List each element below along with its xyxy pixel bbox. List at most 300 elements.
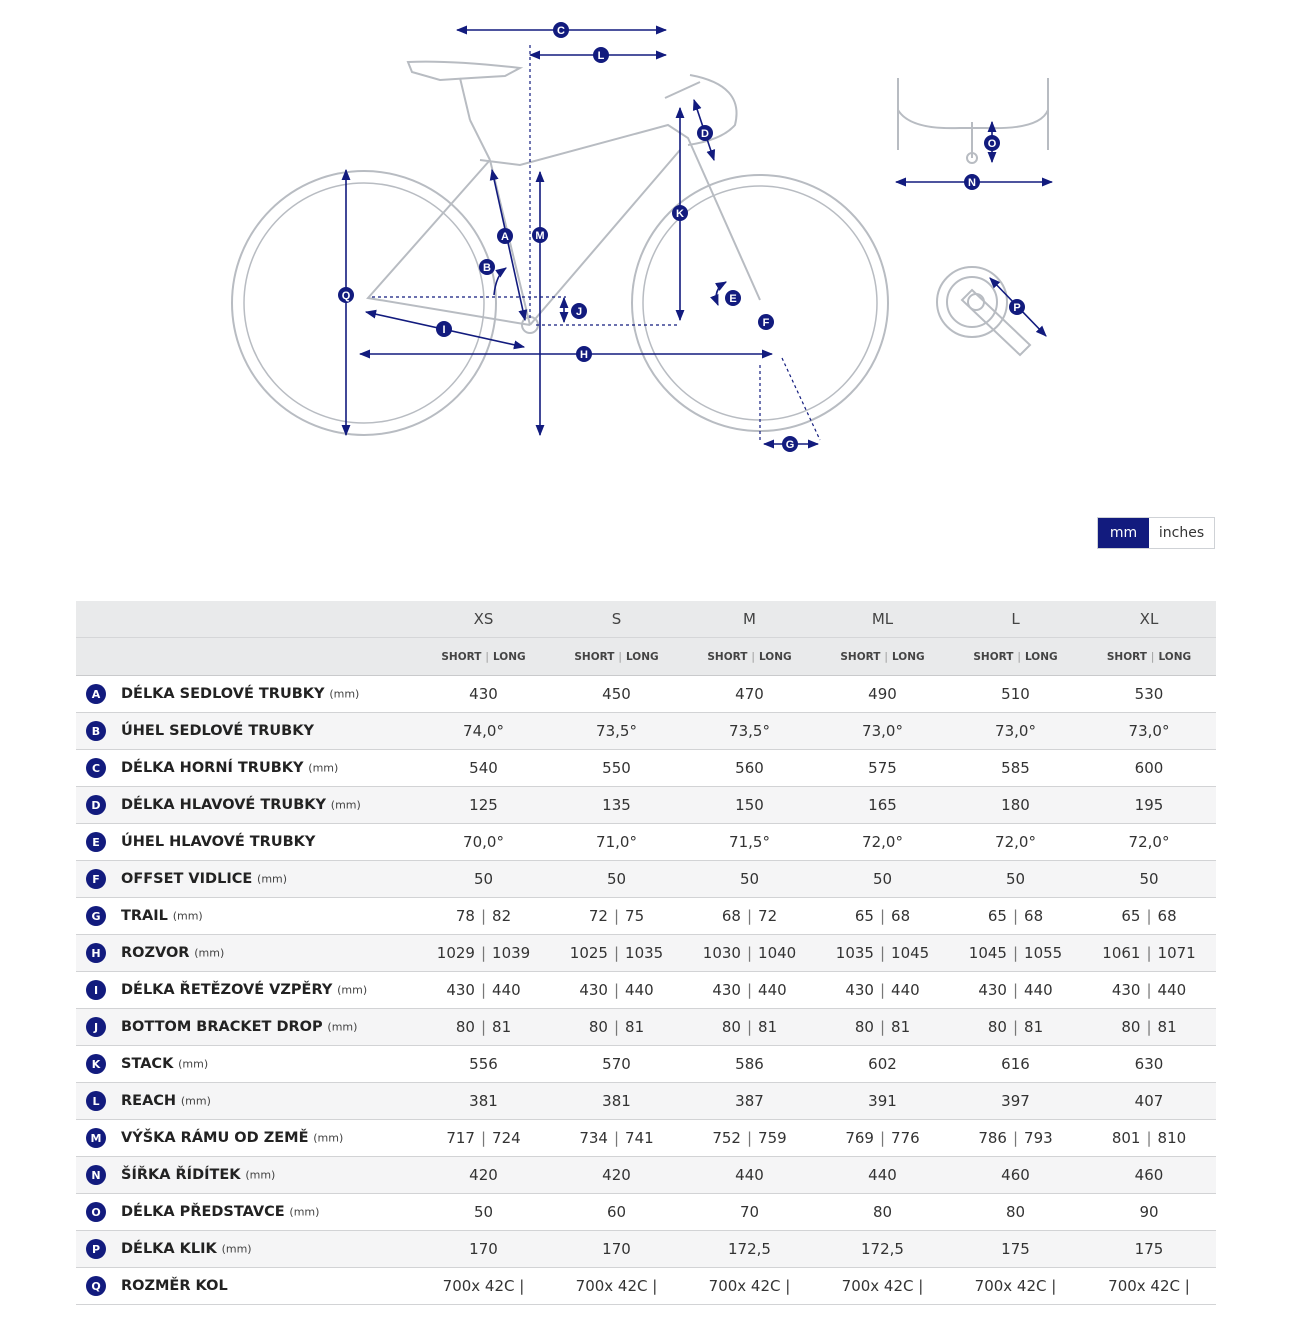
value-long: 440	[1157, 981, 1187, 999]
value-short: 1061	[1102, 944, 1141, 962]
value-cell: 700x 42C |	[949, 1268, 1082, 1305]
row-name: DÉLKA HLAVOVÉ TRUBKY	[121, 797, 326, 813]
value-separator: |	[1146, 944, 1152, 962]
row-key-badge: P	[86, 1239, 106, 1259]
value-cell: 420	[417, 1157, 550, 1194]
value-cell: 460	[949, 1157, 1082, 1194]
value-cell	[683, 898, 816, 935]
value-short: 80	[854, 1018, 874, 1036]
value-cell: 80	[816, 1194, 949, 1231]
value-cell: 195	[1082, 787, 1216, 824]
value-separator: |	[1012, 1129, 1019, 1147]
value-cell	[550, 1009, 683, 1046]
value-cell: 407	[1082, 1083, 1216, 1120]
value-long: 759	[758, 1129, 787, 1147]
value-cell	[683, 1120, 816, 1157]
value-long: 81	[758, 1018, 778, 1036]
variant-long: LONG	[625, 650, 659, 663]
value-separator: |	[746, 1018, 753, 1036]
value-separator: |	[879, 944, 886, 962]
value-long: 1040	[758, 944, 797, 962]
row-unit: (mm)	[172, 909, 203, 923]
table-row	[76, 713, 1216, 750]
value-cell	[417, 1120, 550, 1157]
svg-text:J: J	[575, 306, 583, 318]
value-cell: 570	[550, 1046, 683, 1083]
value-cell	[417, 935, 550, 972]
value-short: 752	[712, 1129, 741, 1147]
value-short: 1029	[436, 944, 475, 962]
row-unit: (mm)	[221, 1242, 252, 1256]
value-cell: 700x 42C |	[816, 1268, 949, 1305]
row-key-badge: Q	[86, 1276, 106, 1296]
bike-outline	[232, 62, 1048, 435]
svg-text:M: M	[535, 230, 545, 242]
value-cell: 135	[550, 787, 683, 824]
value-cell: 70	[683, 1194, 816, 1231]
value-cell: 490	[816, 676, 949, 713]
value-cell: 586	[683, 1046, 816, 1083]
value-cell: 700x 42C |	[683, 1268, 816, 1305]
svg-text:P: P	[1013, 302, 1021, 314]
row-label	[76, 824, 417, 861]
row-name: OFFSET VIDLICE	[121, 871, 253, 887]
value-cell: 72,0°	[949, 824, 1082, 861]
value-short: 78	[455, 907, 475, 925]
table-row	[76, 972, 1216, 1009]
value-long: 440	[758, 981, 787, 999]
svg-text:L: L	[597, 50, 605, 62]
value-cell: 585	[949, 750, 1082, 787]
value-cell: 72,0°	[1082, 824, 1216, 861]
value-long: 81	[625, 1018, 645, 1036]
value-cell: 556	[417, 1046, 550, 1083]
row-key-badge: F	[86, 869, 106, 889]
row-label	[76, 787, 417, 824]
value-cell	[683, 1009, 816, 1046]
table-row	[76, 1083, 1216, 1120]
value-cell: 575	[816, 750, 949, 787]
table-row	[76, 1231, 1216, 1268]
value-cell: 381	[417, 1083, 550, 1120]
value-cell: 616	[949, 1046, 1082, 1083]
value-cell: 602	[816, 1046, 949, 1083]
value-cell	[949, 1009, 1082, 1046]
row-key-badge: J	[86, 1017, 106, 1037]
value-cell	[683, 935, 816, 972]
value-cell: 550	[550, 750, 683, 787]
value-separator: |	[613, 907, 620, 925]
value-cell: 172,5	[683, 1231, 816, 1268]
value-cell	[550, 1120, 683, 1157]
value-cell: 172,5	[816, 1231, 949, 1268]
row-label	[76, 750, 417, 787]
svg-text:B: B	[483, 262, 491, 274]
row-label	[76, 1120, 417, 1157]
bike-geometry-diagram	[0, 0, 1289, 500]
variant-separator: |	[485, 650, 489, 663]
value-cell: 72,0°	[816, 824, 949, 861]
value-long: 81	[492, 1018, 512, 1036]
value-cell	[550, 935, 683, 972]
value-cell: 180	[949, 787, 1082, 824]
size-header: XS	[417, 601, 550, 638]
unit-mm-button[interactable]: mm	[1098, 518, 1149, 548]
value-short: 80	[1121, 1018, 1141, 1036]
row-name: BOTTOM BRACKET DROP	[121, 1019, 323, 1035]
row-unit: (mm)	[194, 946, 225, 960]
row-label	[76, 1083, 417, 1120]
size-header: L	[949, 601, 1082, 638]
value-separator: |	[879, 1129, 886, 1147]
row-unit: (mm)	[329, 687, 360, 701]
value-cell: 50	[816, 861, 949, 898]
row-key-badge: I	[86, 980, 106, 1000]
value-long: 68	[1024, 907, 1044, 925]
value-cell: 700x 42C |	[550, 1268, 683, 1305]
value-cell	[949, 972, 1082, 1009]
value-long: 1045	[891, 944, 930, 962]
row-label	[76, 676, 417, 713]
value-cell: 381	[550, 1083, 683, 1120]
value-short: 430	[978, 981, 1007, 999]
value-cell: 540	[417, 750, 550, 787]
row-unit: (mm)	[308, 761, 339, 775]
value-separator: |	[746, 981, 753, 999]
svg-text:C: C	[557, 25, 565, 37]
value-short: 1035	[835, 944, 874, 962]
value-cell: 530	[1082, 676, 1216, 713]
value-long: 741	[625, 1129, 654, 1147]
value-long: 440	[891, 981, 920, 999]
value-long: 82	[492, 907, 512, 925]
value-cell	[816, 898, 949, 935]
variant-long: LONG	[492, 650, 526, 663]
value-long: 793	[1024, 1129, 1053, 1147]
value-cell: 170	[417, 1231, 550, 1268]
variant-header	[417, 638, 550, 676]
unit-toggle	[1097, 517, 1215, 549]
value-separator: |	[879, 907, 886, 925]
svg-text:F: F	[762, 317, 770, 329]
value-separator: |	[1012, 1018, 1019, 1036]
value-short: 1045	[968, 944, 1007, 962]
value-short: 1025	[569, 944, 608, 962]
value-short: 80	[455, 1018, 475, 1036]
value-short: 80	[721, 1018, 741, 1036]
value-cell	[550, 898, 683, 935]
row-name: ÚHEL HLAVOVÉ TRUBKY	[121, 834, 316, 850]
value-cell: 560	[683, 750, 816, 787]
value-cell: 397	[949, 1083, 1082, 1120]
value-cell: 420	[550, 1157, 683, 1194]
svg-text:D: D	[701, 128, 709, 140]
value-long: 68	[1157, 907, 1177, 925]
row-name: ROZMĚR KOL	[121, 1278, 228, 1294]
value-short: 769	[845, 1129, 874, 1147]
value-cell	[1082, 972, 1216, 1009]
row-key-badge: E	[86, 832, 106, 852]
value-long: 724	[492, 1129, 521, 1147]
value-cell	[683, 972, 816, 1009]
value-cell: 460	[1082, 1157, 1216, 1194]
table-row	[76, 676, 1216, 713]
value-separator: |	[480, 1018, 487, 1036]
value-cell	[816, 935, 949, 972]
row-name: REACH	[121, 1093, 177, 1109]
value-cell: 125	[417, 787, 550, 824]
row-key-badge: L	[86, 1091, 106, 1111]
value-short: 1030	[702, 944, 741, 962]
value-cell: 73,5°	[683, 713, 816, 750]
value-cell: 700x 42C |	[1082, 1268, 1216, 1305]
svg-text:A: A	[501, 231, 509, 243]
row-key-badge: A	[86, 684, 106, 704]
value-cell	[949, 1120, 1082, 1157]
row-name: DÉLKA PŘEDSTAVCE	[121, 1204, 285, 1220]
value-cell: 165	[816, 787, 949, 824]
svg-text:O: O	[987, 138, 997, 150]
value-long: 440	[625, 981, 654, 999]
value-cell	[1082, 1120, 1216, 1157]
value-cell: 50	[683, 861, 816, 898]
value-separator: |	[480, 1129, 487, 1147]
value-short: 801	[1111, 1129, 1141, 1147]
svg-text:N: N	[968, 177, 976, 189]
variant-separator: |	[884, 650, 888, 663]
table-row	[76, 1194, 1216, 1231]
value-long: 81	[1157, 1018, 1177, 1036]
row-key-badge: B	[86, 721, 106, 741]
value-cell: 600	[1082, 750, 1216, 787]
value-cell: 630	[1082, 1046, 1216, 1083]
row-label	[76, 898, 417, 935]
value-cell: 73,0°	[1082, 713, 1216, 750]
row-label	[76, 713, 417, 750]
row-name: DÉLKA SEDLOVÉ TRUBKY	[121, 686, 325, 702]
value-cell: 50	[1082, 861, 1216, 898]
value-cell	[417, 1009, 550, 1046]
size-header: M	[683, 601, 816, 638]
row-label	[76, 861, 417, 898]
variant-separator: |	[1150, 650, 1155, 663]
value-cell: 175	[1082, 1231, 1216, 1268]
row-name: VÝŠKA RÁMU OD ZEMĚ	[121, 1130, 309, 1146]
value-cell: 90	[1082, 1194, 1216, 1231]
row-label	[76, 1009, 417, 1046]
value-separator: |	[613, 944, 620, 962]
size-header: XL	[1082, 601, 1216, 638]
table-row	[76, 824, 1216, 861]
value-cell: 74,0°	[417, 713, 550, 750]
value-short: 68	[721, 907, 741, 925]
value-cell: 387	[683, 1083, 816, 1120]
row-key-badge: N	[86, 1165, 106, 1185]
row-label	[76, 935, 417, 972]
value-long: 75	[625, 907, 645, 925]
variant-long: LONG	[891, 650, 925, 663]
value-short: 80	[588, 1018, 608, 1036]
row-label	[76, 1231, 417, 1268]
value-separator: |	[1146, 907, 1152, 925]
variant-long: LONG	[1158, 650, 1192, 663]
value-separator: |	[613, 1018, 620, 1036]
value-short: 430	[446, 981, 475, 999]
value-long: 810	[1157, 1129, 1187, 1147]
value-separator: |	[1012, 981, 1019, 999]
value-cell	[417, 972, 550, 1009]
value-separator: |	[480, 944, 487, 962]
value-cell: 73,5°	[550, 713, 683, 750]
row-name: TRAIL	[121, 908, 168, 924]
row-label	[76, 1046, 417, 1083]
value-cell: 150	[683, 787, 816, 824]
variant-header	[949, 638, 1082, 676]
value-cell: 700x 42C |	[417, 1268, 550, 1305]
value-cell	[816, 1120, 949, 1157]
table-row	[76, 898, 1216, 935]
row-key-badge: D	[86, 795, 106, 815]
value-separator: |	[1012, 944, 1019, 962]
value-long: 1035	[625, 944, 664, 962]
variant-header	[1082, 638, 1216, 676]
value-cell	[816, 972, 949, 1009]
value-cell: 71,0°	[550, 824, 683, 861]
value-separator: |	[879, 1018, 886, 1036]
value-long: 1039	[492, 944, 531, 962]
variant-short: SHORT	[1106, 650, 1147, 663]
row-unit: (mm)	[257, 872, 288, 886]
header-blank	[76, 638, 417, 676]
value-separator: |	[746, 944, 753, 962]
variant-short: SHORT	[441, 650, 482, 663]
value-long: 81	[891, 1018, 911, 1036]
row-key-badge: C	[86, 758, 106, 778]
value-cell: 71,5°	[683, 824, 816, 861]
svg-text:I: I	[442, 324, 446, 336]
value-cell: 175	[949, 1231, 1082, 1268]
value-separator: |	[613, 981, 620, 999]
variant-long: LONG	[1024, 650, 1058, 663]
value-cell: 450	[550, 676, 683, 713]
value-long: 1055	[1024, 944, 1063, 962]
value-separator: |	[1146, 981, 1152, 999]
variant-short: SHORT	[707, 650, 748, 663]
value-separator: |	[613, 1129, 620, 1147]
variant-separator: |	[751, 650, 755, 663]
table-row	[76, 1046, 1216, 1083]
value-cell	[1082, 1009, 1216, 1046]
value-cell: 391	[816, 1083, 949, 1120]
value-cell	[1082, 898, 1216, 935]
table-row	[76, 861, 1216, 898]
value-cell: 50	[550, 861, 683, 898]
row-key-badge: K	[86, 1054, 106, 1074]
row-label	[76, 1194, 417, 1231]
value-short: 430	[579, 981, 608, 999]
value-separator: |	[746, 1129, 753, 1147]
row-unit: (mm)	[313, 1131, 344, 1145]
value-short: 786	[978, 1129, 1007, 1147]
variant-separator: |	[618, 650, 622, 663]
value-cell: 170	[550, 1231, 683, 1268]
table-row	[76, 787, 1216, 824]
value-cell: 510	[949, 676, 1082, 713]
value-separator: |	[1146, 1129, 1152, 1147]
table-row	[76, 1120, 1216, 1157]
variant-separator: |	[1017, 650, 1021, 663]
variant-header	[683, 638, 816, 676]
row-unit: (mm)	[245, 1168, 276, 1182]
svg-text:K: K	[676, 208, 684, 220]
table-row	[76, 935, 1216, 972]
value-cell	[949, 935, 1082, 972]
value-cell: 50	[949, 861, 1082, 898]
value-short: 65	[854, 907, 874, 925]
value-cell: 50	[417, 1194, 550, 1231]
value-short: 734	[579, 1129, 608, 1147]
row-unit: (mm)	[337, 983, 368, 997]
value-short: 65	[1121, 907, 1141, 925]
value-separator: |	[1012, 907, 1019, 925]
variant-short: SHORT	[574, 650, 615, 663]
value-short: 65	[987, 907, 1007, 925]
value-short: 430	[712, 981, 741, 999]
table-row	[76, 1009, 1216, 1046]
value-cell	[550, 972, 683, 1009]
row-label	[76, 972, 417, 1009]
value-cell: 50	[417, 861, 550, 898]
size-header: S	[550, 601, 683, 638]
table-row	[76, 750, 1216, 787]
value-short: 430	[1111, 981, 1141, 999]
value-cell: 470	[683, 676, 816, 713]
row-name: DÉLKA KLIK	[121, 1241, 217, 1257]
value-long: 72	[758, 907, 778, 925]
svg-text:H: H	[580, 349, 588, 361]
row-name: DÉLKA ŘETĚZOVÉ VZPĚRY	[121, 982, 333, 998]
row-key-badge: G	[86, 906, 106, 926]
unit-inches-button[interactable]: inches	[1149, 518, 1214, 548]
variant-header-row	[76, 638, 1216, 676]
table-row	[76, 1157, 1216, 1194]
row-unit: (mm)	[178, 1057, 209, 1071]
header-blank	[76, 601, 417, 638]
row-name: ROZVOR	[121, 945, 190, 961]
row-label	[76, 1157, 417, 1194]
row-unit: (mm)	[289, 1205, 320, 1219]
value-cell: 80	[949, 1194, 1082, 1231]
value-separator: |	[480, 907, 487, 925]
value-long: 440	[492, 981, 521, 999]
value-cell	[417, 898, 550, 935]
value-short: 430	[845, 981, 874, 999]
row-name: ŠÍŘKA ŘÍDÍTEK	[121, 1167, 241, 1183]
value-separator: |	[746, 907, 753, 925]
svg-text:E: E	[729, 293, 737, 305]
row-key-badge: H	[86, 943, 106, 963]
row-unit: (mm)	[180, 1094, 211, 1108]
value-separator: |	[1146, 1018, 1152, 1036]
row-label	[76, 1268, 417, 1305]
row-unit: (mm)	[327, 1020, 358, 1034]
value-cell: 440	[683, 1157, 816, 1194]
geometry-table	[76, 601, 1216, 1305]
value-long: 440	[1024, 981, 1053, 999]
svg-text:G: G	[785, 439, 795, 451]
value-long: 68	[891, 907, 911, 925]
size-header: ML	[816, 601, 949, 638]
